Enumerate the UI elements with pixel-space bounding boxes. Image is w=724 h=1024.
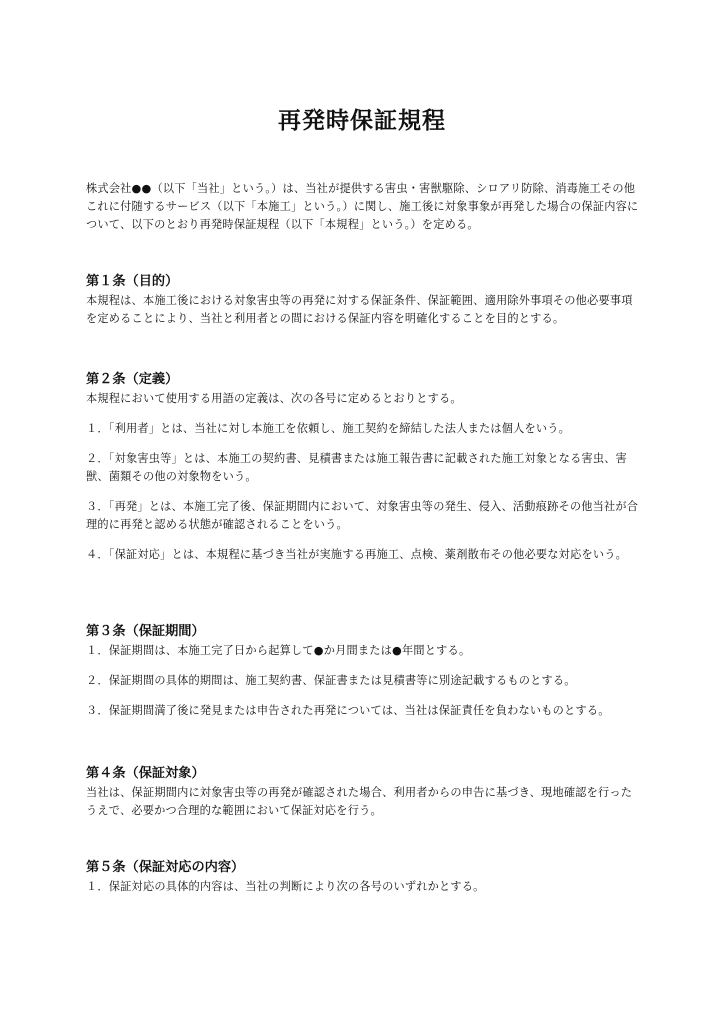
article-item: １．保証対応の具体的内容は、当社の判断により次の各号のいずれかとする。 [86,880,485,893]
article-heading: 第２条（定義） [86,372,179,387]
article-paragraph: 本規程は、本施工後における対象害虫等の再発に対する保証条件、保証範囲、適用除外事項その他必要事項を定めることにより、当社と利用者との間における保証内容を明確化することを目的とする。 [86,294,633,325]
article-2 [86,370,642,564]
intro-paragraph: 株式会社●●（以下「当社」という。）は、当社が提供する害虫・害獣駆除、シロアリ防除、消毒施工その他これに付随するサービス（以下「本施工」という。）に関し、施工後に対象事象が再発した場合の保証内容について、以下のとおり再発時保証規程（以下「本規程」という。）を定める。 [86,182,639,231]
article-heading: 第４条（保証対象） [86,766,205,781]
article-paragraph: 本規程において使用する用語の定義は、次の各号に定めるとおりとする。 [86,392,462,405]
article-4 [86,764,642,820]
article-item: １．「利用者」とは、当社に対し本施工を依頼し、施工契約を締結した法人または個人をいう。 [86,422,571,435]
article-1 [86,272,642,328]
article-item: ４．「保証対応」とは、本規程に基づき当社が実施する再施工、点検、薬剤散布その他必要な対応をいう。 [86,548,628,561]
article-heading: 第５条（保証対応の内容） [86,860,245,875]
document-title: 再発時保証規程 [278,108,446,134]
article-item: ３．保証期間満了後に発見または申告された再発については、当社は保証責任を負わないものとする。 [86,704,610,717]
article-item: ２．保証期間の具体的期間は、施工契約書、保証書または見積書等に別途記載するものとする。 [86,674,576,687]
article-5 [86,858,642,896]
article-item: ３．「再発」とは、本施工完了後、保証期間内において、対象害虫等の発生、侵入、活動痕跡その他当社が合理的に再発と認める状態が確認されることをいう。 [86,500,639,531]
article-paragraph: 当社は、保証期間内に対象害虫等の再発が確認された場合、利用者からの申告に基づき、現地確認を行ったうえで、必要かつ合理的な範囲において保証対応を行う。 [86,786,633,817]
article-heading: 第３条（保証期間） [86,624,205,639]
article-3 [86,622,642,720]
article-item: ２．「対象害虫等」とは、本施工の契約書、見積書または施工報告書に記載された施工対象となる害虫、害獣、菌類その他の対象物をいう。 [86,452,628,483]
article-item: １．保証期間は、本施工完了日から起算して●か月間または●年間とする。 [86,644,471,657]
article-heading: 第１条（目的） [86,274,179,289]
